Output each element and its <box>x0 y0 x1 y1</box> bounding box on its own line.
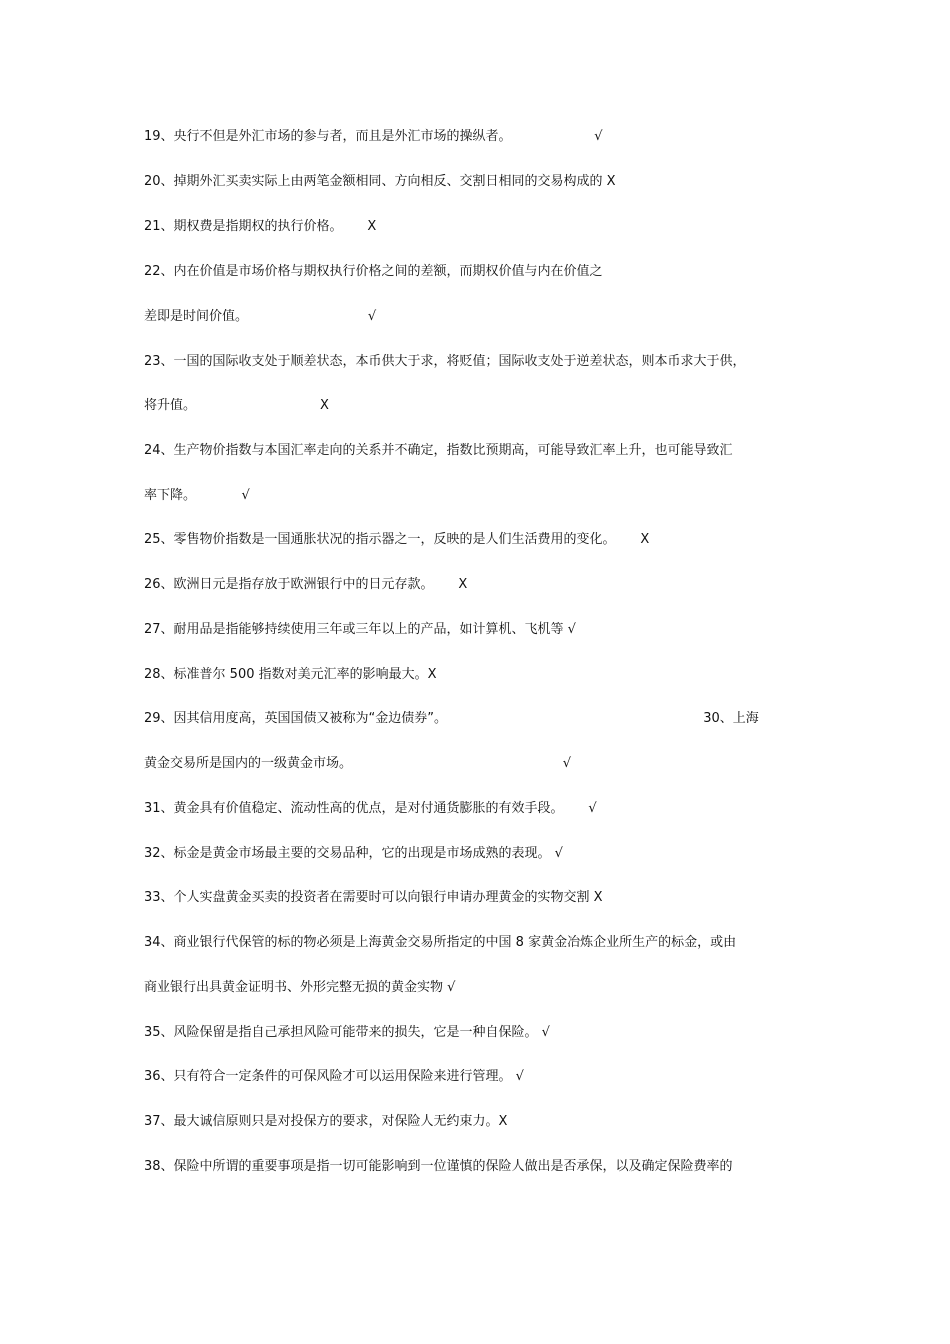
text-line: 37、最大诚信原则只是对投保方的要求，对保险人无约束力。X <box>144 1114 508 1129</box>
text-line: 24、生产物价指数与本国汇率走向的关系并不确定，指数比预期高，可能导致汇率上升，也可能导致汇 <box>144 443 733 458</box>
text-line: 差即是时间价值。 √ <box>144 309 377 324</box>
text-line: 23、一国的国际收支处于顺差状态，本币供大于求，将贬值；国际收支处于逆差状态，则本币求大于供， <box>144 354 746 369</box>
text-line: 34、商业银行代保管的标的物必须是上海黄金交易所指定的中国 8 家黄金冶炼企业所生产的标金，或由 <box>144 935 737 950</box>
text-line: 21、期权费是指期权的执行价格。 X <box>144 219 377 234</box>
text-line: 率下降。 √ <box>144 488 250 503</box>
text-line: 31、黄金具有价值稳定、流动性高的优点，是对付通货膨胀的有效手段。 √ <box>144 801 597 816</box>
text-line: 28、标准普尔 500 指数对美元汇率的影响最大。X <box>144 667 437 682</box>
text-line: 38、保险中所谓的重要事项是指一切可能影响到一位谨慎的保险人做出是否承保，以及确定保险费率的 <box>144 1159 733 1174</box>
text-line: 商业银行出具黄金证明书、外形完整无损的黄金实物 √ <box>144 980 456 995</box>
text-line: 26、欧洲日元是指存放于欧洲银行中的日元存款。 X <box>144 577 468 592</box>
text-line: 32、标金是黄金市场最主要的交易品种，它的出现是市场成熟的表现。 √ <box>144 846 563 861</box>
text-line: 35、风险保留是指自己承担风险可能带来的损失，它是一种自保险。 √ <box>144 1025 550 1040</box>
text-line: 22、内在价值是市场价格与期权执行价格之间的差额，而期权价值与内在价值之 <box>144 264 603 279</box>
text-line: 25、零售物价指数是一国通胀状况的指示器之一，反映的是人们生活费用的变化。 X <box>144 532 650 547</box>
text-line: 27、耐用品是指能够持续使用三年或三年以上的产品，如计算机、飞机等 √ <box>144 622 576 637</box>
text-line: 黄金交易所是国内的一级黄金市场。 √ <box>144 756 572 771</box>
text-line: 36、只有符合一定条件的可保风险才可以运用保险来进行管理。 √ <box>144 1069 524 1084</box>
text-line: 29、因其信用度高，英国国债又被称为“金边债券”。 30、上海 <box>144 711 759 726</box>
text-line: 将升值。 X <box>144 398 329 413</box>
text-line: 33、个人实盘黄金买卖的投资者在需要时可以向银行申请办理黄金的实物交割 X <box>144 890 603 905</box>
text-line: 20、掉期外汇买卖实际上由两笔金额相同、方向相反、交割日相同的交易构成的 X <box>144 174 616 189</box>
text-line: 19、央行不但是外汇市场的参与者，而且是外汇市场的操纵者。 √ <box>144 129 603 144</box>
